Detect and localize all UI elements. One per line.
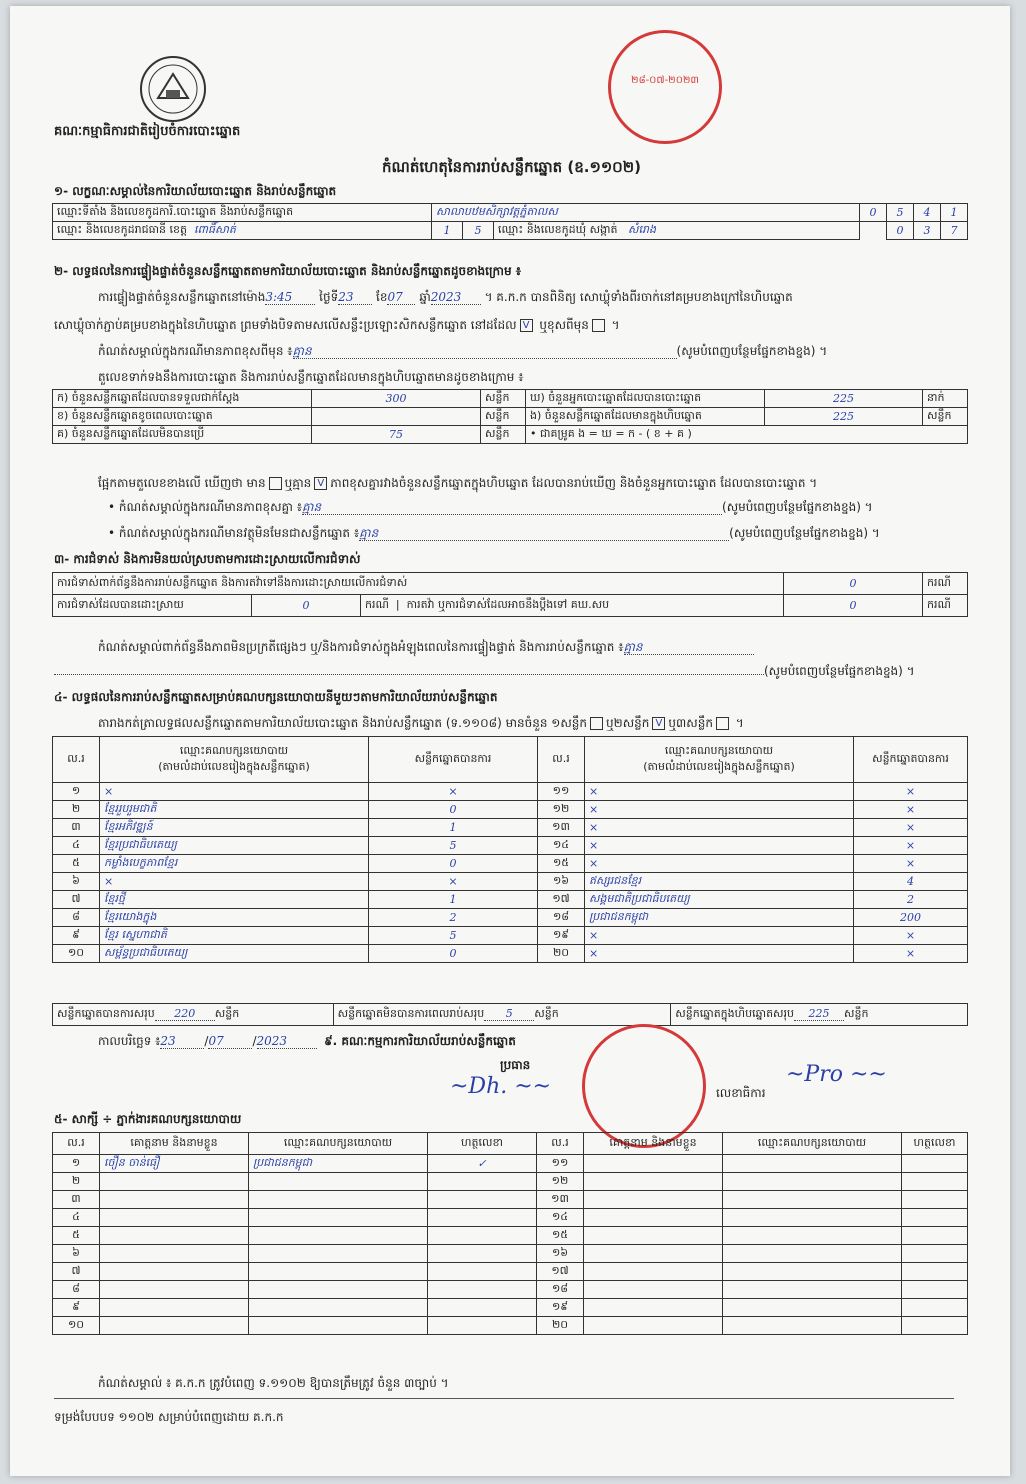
verify-line: ការផ្ទៀងផ្ទាត់ចំនួនសន្លឹកឆ្នោតនៅម៉ោង3:45 ថ្ងៃទី23 ខែ07 ឆ្នាំ2023 ។ គ.ក.ក បានពិនិត្យ សោឃ្លុំទាំងពីរចាក់នៅគម្របខាងក្រៅនៃហិបឆ្នោត [98,290,793,304]
has-difference-checkbox[interactable] [269,477,282,490]
party-votes: × [854,927,968,945]
note-3: • កំណត់សម្គាល់ក្នុងករណីមានវត្ថុមិនមែនជាសន្លឹកឆ្នោត ៖គ្មាន (សូមបំពេញបន្ថែមផ្នែកខាងខ្នង) ។ [108,526,880,540]
witness-name[interactable] [584,1263,723,1281]
stamp-date: ២៨-០៧-២០២៣ [631,75,699,86]
witness-name[interactable] [100,1209,249,1227]
table-row: ៦ ១៦ [53,1245,968,1263]
witness-party[interactable] [723,1227,902,1245]
party-votes: 5 [369,927,538,945]
total-ballots: សន្លឹកឆ្នោតក្នុងហិបឆ្នោតសរុប 225 សន្លឹក [671,1004,968,1026]
witness-signature[interactable] [902,1245,968,1263]
witness-party[interactable] [723,1299,902,1317]
table-row: ១០ សម្ព័ន្ធប្រជាធិបតេយ្យ 0 ២០ × × [53,945,968,963]
table-row: ៤ ១៤ [53,1209,968,1227]
official-stamp [608,30,722,144]
chair-label: ប្រធាន [500,1058,531,1072]
secretary-signature: ~Pro ~~ [786,1062,887,1087]
party-votes: × [854,945,968,963]
witness-name[interactable]: ចឿន ចាន់ធឿ [100,1155,249,1173]
form-page: ២៨-០៧-២០២៣ គណៈកម្មាធិការជាតិរៀបចំការបោះឆ្នោត កំណត់ហេតុនៃការរាប់សន្លឹកឆ្នោត (ឧ.១១០២) ១- លក្ខណៈសម្គាល់នៃការិយាល័យបោះឆ្នោត និងរាប់សន្លឹកឆ្នោត ឈ្មោះទីតាំង និងលេខកូដការិ.បោះឆ្នោត និងរាប់សន្លឹកឆ្នោត សាលាបឋមសិក្សាវត្តភ្នំតាលស 0 5 4 1 ឈ្មោះ និងលេខកូដរាជធានី ខេត្ត ពោធិ៍សាត់ 1 5 ឈ្មោះ និងលេខកូដឃុំ សង្កាត់ សំរោង 0 3 7 ២- លទ្ធផលនៃការផ្ទៀងផ្ទាត់ចំនួនសន្លឹកឆ្នោតតាមការិយាល័យបោះឆ្នោត និងរាប់សន្លឹកឆ្នោតដូចខាងក្រោម ៖ ការផ្ទៀងផ្ទាត់ចំនួនសន្លឹកឆ្នោតនៅម៉ោង3:45 ថ្ងៃទី23 ខែ07 ឆ្នាំ2023 ។ គ.ក.ក បានពិនិត្យ សោឃ្លុំទាំងពីរចាក់នៅគម្របខាងក្រៅនៃហិបឆ្នោត សោឃ្លុំចាក់ភ្ជាប់គម្របខាងក្នុងនៃហិបឆ្នោត ព្រមទាំងបិទតាមស​លើសន្លឹះប្រឡោះសិកសន្លឹកឆ្នោត នៅដដែល V ឬខុសពីមុន ។ កំណត់សម្គាល់ក្នុងករណីមានភាពខុសពីមុន ៖គ្មាន (សូមបំពេញបន្ថែមផ្នែកខាងខ្នង) ។ តួលេខទាក់ទងនឹងការបោះឆ្នោត និងការរាប់សន្លឹកឆ្នោតដែលមានក្នុងហិបឆ្នោតមានដូចខាងក្រោម ៖ ក) ចំនួនសន្លឹកឆ្នោតដែលបានទទួលជាក់ស្តែង 300 សន្លឹក ឃ) ចំនួនអ្នកបោះឆ្នោតដែលបានបោះឆ្នោត 225 នាក់ ខ) ចំនួនសន្លឹកឆ្នោតខូចពេលបោះឆ្នោត សន្លឹក ង) ចំនួនសន្លឹកឆ្នោតដែលមានក្នុងហិបឆ្នោត 225 សន្លឹក គ) ចំនួនសន្លឹកឆ្នោតដែលមិនបានប្រើ 75 សន្លឹក • ជាគម្រូគ ង = ឃ = ក - ( ខ + គ ) ផ្អែកតាមតួលេខខាងលើ ឃើញថា មាន ឬគ្មាន V ភាពខុសគ្នារវាងចំនួនសន្លឹកឆ្នោតក្នុងហិបឆ្នោត ដែលបានរាប់ឃើញ និងចំនួនអ្នកបោះឆ្នោត ដែលបានបោះឆ្នោត ។ • កំណត់សម្គាល់ក្នុងករណីមានភាពខុសគ្នា ៖គ្មាន (សូមបំពេញបន្ថែមផ្នែកខាងខ្នង) ។ • កំណត់សម្គាល់ក្នុងករណីមានវត្ថុមិនមែនជាសន្លឹកឆ្នោត ៖គ្មាន (សូមបំពេញបន្ថែមផ្នែកខាងខ្នង) ។ ៣- ការជំទាស់ និងការមិនយល់ស្របតាមការដោះស្រាយលើការជំទាស់ ការជំទាស់ពាក់ព័ន្ធនឹងការរាប់សន្លឹកឆ្នោត និងការតវ៉ាទៅនឹងការដោះស្រាយលើការជំទាស់ 0 ករណី ការជំទាស់ដែលបានដោះស្រាយ 0 ករណី | ការតវ៉ា ឬការជំទាស់ដែលអាចនឹងប្តឹងទៅ គឃ.សប 0 ករណី កំណត់សម្គាល់ពាក់ព័ន្ធនឹងភាពមិនប្រក្រតីផ្សេងៗ ឬ/និងការជំទាស់ក្នុងអំឡុងពេលនៃការផ្ទៀងផ្ទាត់ និងការរាប់សន្លឹកឆ្នោត ៖គ្មាន (សូមបំពេញបន្ថែមផ្នែកខាងខ្នង) ។ ៤- លទ្ធផលនៃការរាប់សន្លឹកឆ្នោតសម្រាប់គណបក្សនយោបាយនីមួយៗតាមការិយាល័យរាប់សន្លឹកឆ្នោត តារាងកត់ត្រាលទ្ធផលសន្លឹកឆ្នោតតាមការិយាល័យបោះឆ្នោត និងរាប់សន្លឹកឆ្នោត (ទ.១១០៨) មានចំនួន ១សន្លឹក ឬ២សន្លឹក V ឬ៣សន្លឹក ។ ល.រ ឈ្មោះគណបក្សនយោបាយ (តាមលំដាប់លេខរៀងក្នុងសន្លឹកឆ្នោត) សន្លឹកឆ្នោតបានការ ល.រ ឈ្មោះគណបក្សនយោបាយ (តាមលំដាប់លេខរៀងក្នុងសន្លឹកឆ្នោត) សន្លឹកឆ្នោតបានការ ១ × × ១១ × × ២ ខ្មែររួបរួមជាតិ 0 ១២ × × ៣ ខ្មែរអភិវឌ្ឍន៍ 1 ១៣ × × ៤ ខ្មែរប្រជាធិបតេយ្យ 5 ១៤ × × ៥ កម្លាំងបេក្ខភាពខ្មែរ 0 ១៥ × × ៦ × × ១៦ ឥស្សរជនខ្មែរ 4 ៧ ខ្មែរថ្មី 1 ១៧ សង្គមជាតិប្រជាធិបតេយ្យ 2 ៨ ខ្មែរយោងក្នុង 2 ១៨ ប្រជាជនកម្ពុជា 200 ៩ ខ្មែរ ស្នេហាជាតិ 5 ១៩ × × ១០ សម្ព័ន្ធប្រជាធិបតេយ្យ 0 ២០ × × សន្លឹកឆ្នោតបានការសរុប 220 សន្លឹក សន្លឹកឆ្នោតមិនបានការពេលរាប់សរុប 5 សន្លឹក សន្លឹកឆ្នោតក្នុងហិបឆ្នោតសរុប 225 សន្លឹក កាលបរិច្ឆេទ ៖23 /07 /2023 ៩. គណៈកម្មការការិយាល័យរាប់សន្លឹកឆ្នោត ប្រធាន ~Dh. ~~ លេខាធិការ ~Pro ~~ ៥- សាក្សី ÷ ភ្នាក់ងារគណបក្សនយោបាយ ល.រ គោត្តនាម និងនាមខ្លួន ឈ្មោះគណបក្សនយោបាយ ហត្ថលេខា ល.រ គោត្តនាម និងនាមខ្លួន ឈ្មោះគណបក្សនយោបាយ ហត្ថលេខា ១ ចឿន ចាន់ធឿ ប្រជាជនកម្ពុជា ✓ ១១ ២ ១២ ៣ ១៣ ៤ ១៤ ៥ ១៥ ៦ ១៦ ៧ ១៧ ៨ ១៨ ៩ ១៩ ១០ ២០ កំណត់សម្គាល់ ៖ គ.ក.ក ត្រូវបំពេញ ទ.១១០២ ឱ្យបានត្រឹមត្រូវ ចំនួន ៣ច្បាប់ ។ ទម្រង់បែបបទ ១១០២ សម្រាប់បំពេញដោយ គ.ក.ក [10,6,1010,1476]
party-name: × [585,945,854,963]
table-row: ៦ × × ១៦ ឥស្សរជនខ្មែរ 4 [53,873,968,891]
chair-signature: ~Dh. ~~ [450,1074,552,1099]
table-row: ៥ ១៥ [53,1227,968,1245]
witness-party[interactable] [249,1263,428,1281]
party-name: × [585,837,854,855]
party-name: សង្គមជាតិប្រជាធិបតេយ្យ [585,891,854,909]
witness-name[interactable] [584,1173,723,1191]
party-votes: 0 [369,945,538,963]
table-row: ១ × × ១១ × × [53,783,968,801]
verify-year: 2023 [431,290,481,305]
witness-name[interactable] [584,1155,723,1173]
witness-party[interactable] [723,1281,902,1299]
witness-party[interactable] [249,1281,428,1299]
witness-signature[interactable] [902,1299,968,1317]
witness-signature[interactable] [428,1209,537,1227]
verify-month: 07 [387,290,415,305]
party-name: × [100,783,369,801]
table-row: ២ ខ្មែររួបរួមជាតិ 0 ១២ × × [53,801,968,819]
witness-name[interactable] [100,1281,249,1299]
no-difference-checkbox[interactable]: V [314,477,327,490]
committee-stamp [582,1024,706,1148]
witness-name[interactable] [584,1209,723,1227]
complaints-table: ការជំទាស់ពាក់ព័ន្ធនឹងការរាប់សន្លឹកឆ្នោត និងការតវ៉ាទៅនឹងការដោះស្រាយលើការជំទាស់ 0 ករណី ការជំទាស់ដែលបានដោះស្រាយ 0 ករណី | ការតវ៉ា ឬការជំទាស់ដែលអាចនឹងប្តឹងទៅ គឃ.សប 0 ករណី [52,572,968,617]
footnote: កំណត់សម្គាល់ ៖ គ.ក.ក ត្រូវបំពេញ ទ.១១០២ ឱ្យបានត្រឹមត្រូវ ចំនួន ៣ច្បាប់ ។ [98,1376,449,1390]
witness-signature[interactable] [428,1227,537,1245]
province-label: ឈ្មោះ និងលេខកូដរាជធានី ខេត្ត ពោធិ៍សាត់ [53,222,432,240]
party-votes: 0 [369,855,538,873]
tally-sheet-line: តារាងកត់ត្រាលទ្ធផលសន្លឹកឆ្នោតតាមការិយាល័យបោះឆ្នោត និងរាប់សន្លឹកឆ្នោត (ទ.១១០៨) មានចំនួន ១សន្លឹក ឬ២សន្លឹក V ឬ៣សន្លឹក ។ [98,716,744,730]
witness-signature[interactable] [902,1209,968,1227]
commune-label: ឈ្មោះ និងលេខកូដឃុំ សង្កាត់ សំរោង [494,222,860,240]
difference-line: ផ្អែកតាមតួលេខខាងលើ ឃើញថា មាន ឬគ្មាន V ភាពខុសគ្នារវាងចំនួនសន្លឹកឆ្នោតក្នុងហិបឆ្នោត ដែលបានរាប់ឃើញ និងចំនួនអ្នកបោះឆ្នោត ដែលបានបោះឆ្នោត ។ [98,476,818,490]
witness-name[interactable] [100,1173,249,1191]
section-3-heading: ៣- ការជំទាស់ និងការមិនយល់ស្របតាមការដោះស្រាយលើការជំទាស់ [54,552,361,566]
witness-table: ល.រ គោត្តនាម និងនាមខ្លួន ឈ្មោះគណបក្សនយោបាយ ហត្ថលេខា ល.រ គោត្តនាម និងនាមខ្លួន ឈ្មោះគណបក្សនយោបាយ ហត្ថលេខា ១ ចឿន ចាន់ធឿ ប្រជាជនកម្ពុជា ✓ ១១ ២ ១២ ៣ ១៣ ៤ ១៤ ៥ ១៥ ៦ ១៦ ៧ ១៧ ៨ ១៨ ៩ ១៩ ១០ ២០ [52,1132,968,1335]
table-row: ១០ ២០ [53,1317,968,1335]
party-votes: 1 [369,891,538,909]
party-name: × [585,819,854,837]
witness-name[interactable] [584,1299,723,1317]
witness-signature[interactable] [428,1299,537,1317]
results-table: ល.រ ឈ្មោះគណបក្សនយោបាយ (តាមលំដាប់លេខរៀងក្នុងសន្លឹកឆ្នោត) សន្លឹកឆ្នោតបានការ ល.រ ឈ្មោះគណបក្សនយោបាយ (តាមលំដាប់លេខរៀងក្នុងសន្លឹកឆ្នោត) សន្លឹកឆ្នោតបានការ ១ × × ១១ × × ២ ខ្មែររួបរួមជាតិ 0 ១២ × × ៣ ខ្មែរអភិវឌ្ឍន៍ 1 ១៣ × × ៤ ខ្មែរប្រជាធិបតេយ្យ 5 ១៤ × × ៥ កម្លាំងបេក្ខភាពខ្មែរ 0 ១៥ × × ៦ × × ១៦ ឥស្សរជនខ្មែរ 4 ៧ ខ្មែរថ្មី 1 ១៧ សង្គមជាតិប្រជាធិបតេយ្យ 2 ៨ ខ្មែរយោងក្នុង 2 ១៨ ប្រជាជនកម្ពុជា 200 ៩ ខ្មែរ ស្នេហាជាតិ 5 ១៩ × × ១០ សម្ព័ន្ធប្រជាធិបតេយ្យ 0 ២០ × × [52,736,968,963]
witness-signature[interactable] [428,1191,537,1209]
witness-signature[interactable] [428,1317,537,1335]
table-row: ១ ចឿន ចាន់ធឿ ប្រជាជនកម្ពុជា ✓ ១១ [53,1155,968,1173]
witness-party[interactable] [723,1209,902,1227]
party-votes: 0 [369,801,538,819]
party-name: ខ្មែរ ស្នេហាជាតិ [100,927,369,945]
witness-party[interactable]: ប្រជាជនកម្ពុជា [249,1155,428,1173]
witness-party[interactable] [249,1227,428,1245]
witness-signature[interactable] [902,1263,968,1281]
party-name: × [585,855,854,873]
witness-party[interactable] [249,1245,428,1263]
witness-signature[interactable] [902,1227,968,1245]
total-invalid: សន្លឹកឆ្នោតមិនបានការពេលរាប់សរុប 5 សន្លឹក [333,1004,671,1026]
section-1-heading: ១- លក្ខណៈសម្គាល់នៃការិយាល័យបោះឆ្នោត និងរាប់សន្លឹកឆ្នោត [54,184,337,198]
witness-name[interactable] [100,1299,249,1317]
party-votes: 5 [369,837,538,855]
signing-date: កាលបរិច្ឆេទ ៖23 /07 /2023 ៩. គណៈកម្មការការិយាល័យរាប់សន្លឹកឆ្នោត [98,1034,516,1048]
form-footer: ទម្រង់បែបបទ ១១០២ សម្រាប់បំពេញដោយ គ.ក.ក [54,1410,284,1424]
witness-signature[interactable]: ✓ [428,1155,537,1173]
party-name: ខ្មែរប្រជាធិបតេយ្យ [100,837,369,855]
party-name: សម្ព័ន្ធប្រជាធិបតេយ្យ [100,945,369,963]
table-row: ៨ ១៨ [53,1281,968,1299]
table-row: ៩ ១៩ [53,1299,968,1317]
party-votes: × [854,783,968,801]
secretary-label: លេខាធិការ [716,1086,766,1100]
witness-party[interactable] [723,1173,902,1191]
figures-table: ក) ចំនួនសន្លឹកឆ្នោតដែលបានទទួលជាក់ស្តែង 300 សន្លឹក ឃ) ចំនួនអ្នកបោះឆ្នោតដែលបានបោះឆ្នោត 225 នាក់ ខ) ចំនួនសន្លឹកឆ្នោតខូចពេលបោះឆ្នោត សន្លឹក ង) ចំនួនសន្លឹកឆ្នោតដែលមានក្នុងហិបឆ្នោត 225 សន្លឹក គ) ចំនួនសន្លឹកឆ្នោតដែលមិនបានប្រើ 75 សន្លឹក • ជាគម្រូគ ង = ឃ = ក - ( ខ + គ ) [52,389,968,444]
witness-signature[interactable] [902,1317,968,1335]
party-votes: × [369,873,538,891]
total-valid: សន្លឹកឆ្នោតបានការសរុប 220 សន្លឹក [53,1004,334,1026]
witness-signature[interactable] [902,1155,968,1173]
witness-party[interactable] [723,1245,902,1263]
witness-signature[interactable] [902,1191,968,1209]
table-row: ៣ ១៣ [53,1191,968,1209]
witness-name[interactable] [584,1317,723,1335]
note-4: កំណត់សម្គាល់ពាក់ព័ន្ធនឹងភាពមិនប្រក្រតីផ្សេងៗ ឬ/និងការជំទាស់ក្នុងអំឡុងពេលនៃការផ្ទៀងផ្ទាត់ និងការរាប់សន្លឹកឆ្នោត ៖គ្មាន [98,640,754,655]
party-name: ខ្មែរយោងក្នុង [100,909,369,927]
commune-value: សំរោង [628,222,656,236]
witness-signature[interactable] [428,1263,537,1281]
party-votes: × [854,855,968,873]
party-name: × [585,783,854,801]
committee-name: គណៈកម្មាធិការជាតិរៀបចំការបោះឆ្នោត [54,124,241,139]
witness-name[interactable] [100,1317,249,1335]
section-5-heading: ៥- សាក្សី ÷ ភ្នាក់ងារគណបក្សនយោបាយ [54,1112,242,1126]
different-checkbox[interactable] [592,319,605,332]
witness-party[interactable] [723,1155,902,1173]
form-title: កំណត់ហេតុនៃការរាប់សន្លឹកឆ្នោត (ឧ.១១០២) [382,158,642,176]
location-value: សាលាបឋមសិក្សាវត្តភ្នំតាលស [432,204,860,222]
party-votes: 1 [369,819,538,837]
party-name: ឥស្សរជនខ្មែរ [585,873,854,891]
party-votes: × [369,783,538,801]
party-name: ខ្មែរថ្មី [100,891,369,909]
location-label: ឈ្មោះទីតាំង និងលេខកូដការិ.បោះឆ្នោត និងរាប់សន្លឹកឆ្នោត [53,204,432,222]
table-row: ៣ ខ្មែរអភិវឌ្ឍន៍ 1 ១៣ × × [53,819,968,837]
witness-name[interactable] [584,1191,723,1209]
party-votes: 2 [854,891,968,909]
witness-party[interactable] [249,1173,428,1191]
witness-party[interactable] [249,1191,428,1209]
witness-party[interactable] [723,1317,902,1335]
table-row: ២ ១២ [53,1173,968,1191]
party-name: ប្រជាជនកម្ពុជា [585,909,854,927]
verify-time: 3:45 [265,290,315,305]
witness-signature[interactable] [428,1281,537,1299]
witness-signature[interactable] [428,1245,537,1263]
section-4-heading: ៤- លទ្ធផលនៃការរាប់សន្លឹកឆ្នោតសម្រាប់គណបក្សនយោបាយនីមួយៗតាមការិយាល័យរាប់សន្លឹកឆ្នោត [54,690,498,704]
witness-party[interactable] [249,1299,428,1317]
note-1: កំណត់សម្គាល់ក្នុងករណីមានភាពខុសពីមុន ៖គ្មាន (សូមបំពេញបន្ថែមផ្នែកខាងខ្នង) ។ [98,344,828,358]
witness-party[interactable] [723,1191,902,1209]
witness-name[interactable] [584,1281,723,1299]
party-name: កម្លាំងបេក្ខភាពខ្មែរ [100,855,369,873]
witness-signature[interactable] [902,1281,968,1299]
totals-table [52,1003,968,1026]
party-votes: × [854,837,968,855]
party-name: ខ្មែររួបរួមជាតិ [100,801,369,819]
party-name: × [585,801,854,819]
party-name: ខ្មែរអភិវឌ្ឍន៍ [100,819,369,837]
two-sheets-checkbox[interactable]: V [652,717,665,730]
note-2: • កំណត់សម្គាល់ក្នុងករណីមានភាពខុសគ្នា ៖គ្មាន (សូមបំពេញបន្ថែមផ្នែកខាងខ្នង) ។ [108,500,873,514]
same-checkbox[interactable]: V [520,319,533,332]
location-table: ឈ្មោះទីតាំង និងលេខកូដការិ.បោះឆ្នោត និងរាប់សន្លឹកឆ្នោត សាលាបឋមសិក្សាវត្តភ្នំតាលស 0 5 4 1 ឈ្មោះ និងលេខកូដរាជធានី ខេត្ត ពោធិ៍សាត់ 1 5 ឈ្មោះ និងលេខកូដឃុំ សង្កាត់ សំរោង 0 3 7 [52,203,968,240]
table-row: ៨ ខ្មែរយោងក្នុង 2 ១៨ ប្រជាជនកម្ពុជា 200 [53,909,968,927]
table-row: ៧ ខ្មែរថ្មី 1 ១៧ សង្គមជាតិប្រជាធិបតេយ្យ 2 [53,891,968,909]
party-votes: 2 [369,909,538,927]
witness-signature[interactable] [428,1173,537,1191]
witness-name[interactable] [100,1191,249,1209]
note-1-value: គ្មាន [293,344,677,359]
province-value: ពោធិ៍សាត់ [194,222,236,236]
party-name: × [585,927,854,945]
witness-name[interactable] [584,1245,723,1263]
table-row: ៥ កម្លាំងបេក្ខភាពខ្មែរ 0 ១៥ × × [53,855,968,873]
party-name: × [100,873,369,891]
nec-logo-icon [138,54,208,124]
party-votes: 200 [854,909,968,927]
witness-party[interactable] [249,1209,428,1227]
table-row: ៤ ខ្មែរប្រជាធិបតេយ្យ 5 ១៤ × × [53,837,968,855]
witness-party[interactable] [723,1263,902,1281]
witness-name[interactable] [584,1227,723,1245]
lock-line: សោឃ្លុំចាក់ភ្ជាប់គម្របខាងក្នុងនៃហិបឆ្នោត ព្រមទាំងបិទតាមស​លើសន្លឹះប្រឡោះសិកសន្លឹកឆ្នោត នៅដដែល V ឬខុសពីមុន ។ [54,318,620,332]
witness-signature[interactable] [902,1173,968,1191]
witness-name[interactable] [100,1245,249,1263]
witness-name[interactable] [100,1227,249,1245]
party-votes: × [854,819,968,837]
verify-day: 23 [338,290,372,305]
witness-name[interactable] [100,1263,249,1281]
party-votes: × [854,801,968,819]
table-row: ៩ ខ្មែរ ស្នេហាជាតិ 5 ១៩ × × [53,927,968,945]
table-row: ៧ ១៧ [53,1263,968,1281]
section-2-heading: ២- លទ្ធផលនៃការផ្ទៀងផ្ទាត់ចំនួនសន្លឹកឆ្នោតតាមការិយាល័យបោះឆ្នោត និងរាប់សន្លឹកឆ្នោតដូចខាងក្រោម ៖ [54,264,522,278]
figures-intro: តួលេខទាក់ទងនឹងការបោះឆ្នោត និងការរាប់សន្លឹកឆ្នោតដែលមានក្នុងហិបឆ្នោតមានដូចខាងក្រោម ៖ [98,370,524,384]
witness-party[interactable] [249,1317,428,1335]
party-votes: 4 [854,873,968,891]
